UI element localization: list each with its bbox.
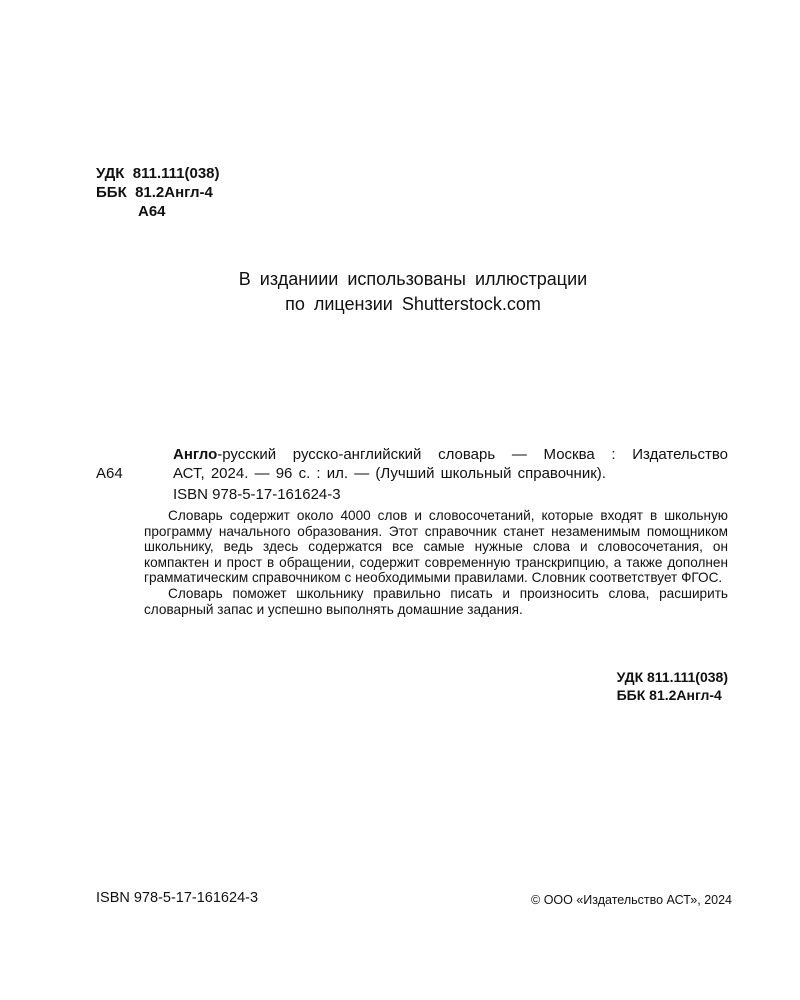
bibliographic-isbn: ISBN 978-5-17-161624-3: [173, 486, 341, 503]
title-rest: -русский русско-английский словарь — Москва : Издательство: [217, 446, 728, 463]
udk-row: [96, 164, 220, 183]
classification-codes-top: [96, 164, 220, 221]
udk-bottom: УДК 811.111(038): [616, 669, 728, 685]
bbk-bottom: ББК 81.2Англ-4: [616, 687, 722, 703]
classification-codes-bottom: [617, 668, 728, 704]
udk-label: УДК: [96, 165, 125, 182]
udk-value: 811.111(038): [132, 165, 220, 182]
license-note-line1: В изданиии использованы иллюстрации: [238, 269, 588, 289]
bibliographic-title-line: [173, 445, 728, 464]
footer-isbn: ISBN 978-5-17-161624-3: [96, 890, 259, 906]
bbk-label: ББК: [96, 184, 127, 201]
abstract-paragraph-2: Словарь поможет школьнику правильно писать и произносить слова, расширить словарный запас и успешно выполнять домашние задания.: [144, 585, 728, 617]
bibliographic-sign: А64: [96, 465, 123, 482]
title-bold: Англо: [173, 446, 218, 463]
license-note: [0, 267, 800, 317]
bbk-value: 81.2Англ-4: [135, 184, 213, 201]
footer-copyright: © ООО «Издательство АСТ», 2024: [531, 893, 732, 907]
license-note-line2: по лицензии Shutterstock.com: [285, 294, 541, 314]
bibliographic-imprint: АСТ, 2024. — 96 с. : ил. — (Лучший школьный справочник).: [173, 465, 606, 482]
abstract-paragraph-1: Словарь содержит около 4000 слов и словосочетаний, которые входят в школьную программу начального образования. Этот справочник станет незаменимым помощником школьнику, ведь здесь содержатся все самые нужные слова и словосочетания, он компактен и прост в обращении, содержит современную транскрипцию, а также дополнен грамматическим справочником с необходимыми правилами. Словник соответствует ФГОС.: [144, 508, 728, 586]
abstract: [144, 508, 728, 617]
bbk-row: [96, 183, 220, 202]
author-sign: А64: [138, 203, 166, 220]
